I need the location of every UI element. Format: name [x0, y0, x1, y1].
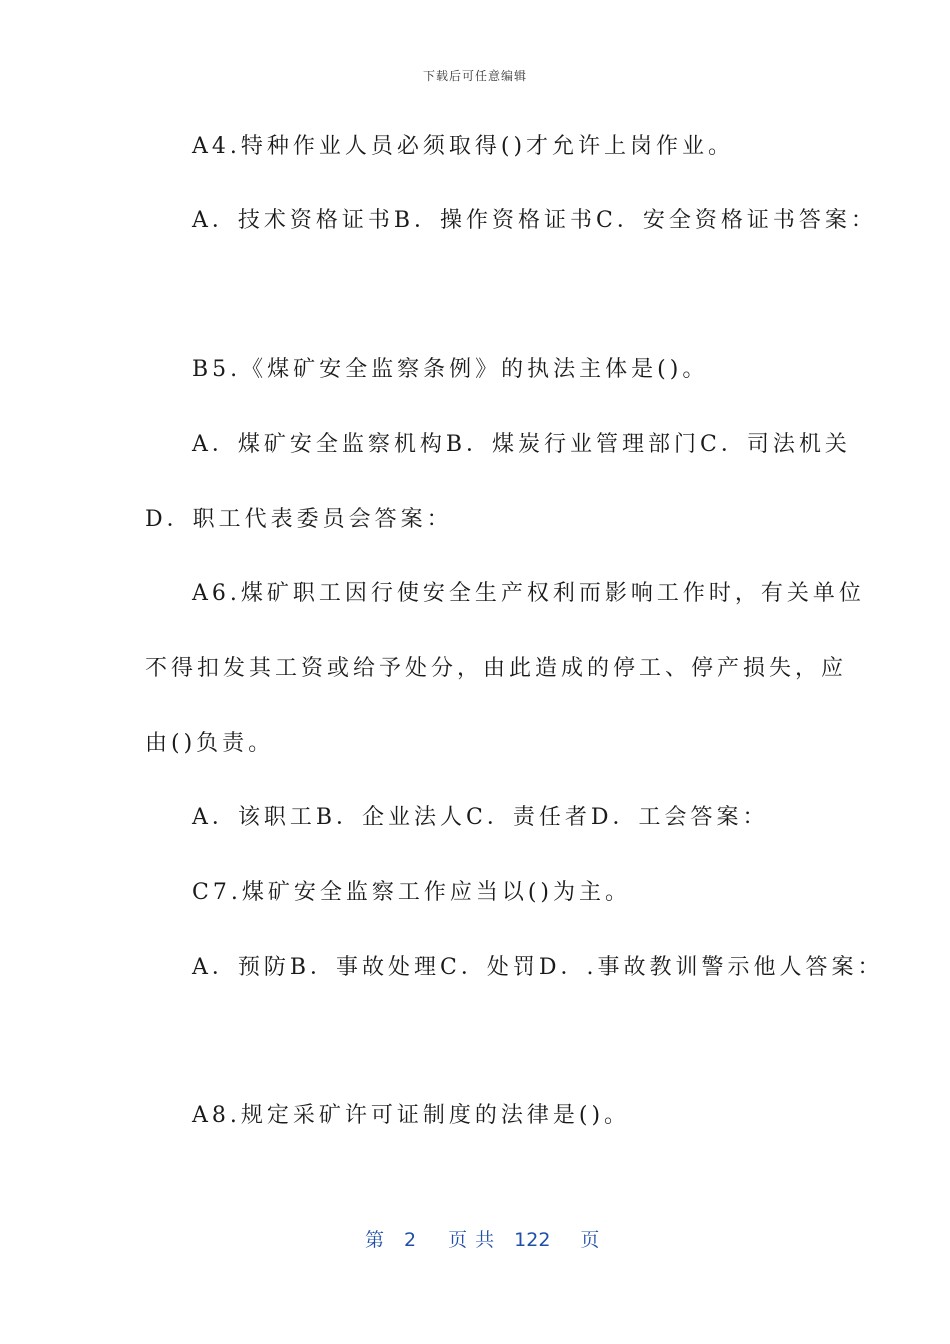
page-footer: [365, 1225, 599, 1252]
footer-suffix: 页: [580, 1229, 600, 1251]
question-a4: A4.特种作业人员必须取得()才允许上岗作业。: [192, 134, 735, 159]
question-a6-line2: 不得扣发其工资或给予处分，由此造成的停工、停产损失，应: [145, 656, 848, 681]
footer-total-label: 共: [475, 1229, 495, 1251]
footer-total-pages: 122: [514, 1229, 551, 1251]
page-header: 下载后可任意编辑: [422, 69, 527, 83]
question-a8: A8.规定采矿许可证制度的法律是()。: [192, 1103, 631, 1128]
options-a4: A．技术资格证书B．操作资格证书C．安全资格证书答案：: [192, 208, 877, 233]
question-b5: B5.《煤矿安全监察条例》的执法主体是()。: [192, 357, 709, 382]
options-a6: A．该职工B．企业法人C．责任者D．工会答案：: [192, 805, 769, 830]
options-b5-line1: A．煤矿安全监察机构B．煤炭行业管理部门C．司法机关: [192, 432, 851, 457]
options-c7: A．预防B．事故处理C．处罚D．.事故教训警示他人答案：: [192, 955, 884, 980]
options-b5-line2: D．职工代表委员会答案：: [145, 507, 453, 532]
question-c7: C7.煤矿安全监察工作应当以()为主。: [192, 880, 631, 905]
question-a6-line1: A6.煤矿职工因行使安全生产权利而影响工作时，有关单位: [192, 581, 865, 606]
footer-page-label: 页: [448, 1229, 468, 1251]
footer-page-number: 2: [404, 1229, 417, 1251]
footer-prefix: 第: [365, 1229, 385, 1251]
question-a6-line3: 由()负责。: [145, 731, 275, 756]
